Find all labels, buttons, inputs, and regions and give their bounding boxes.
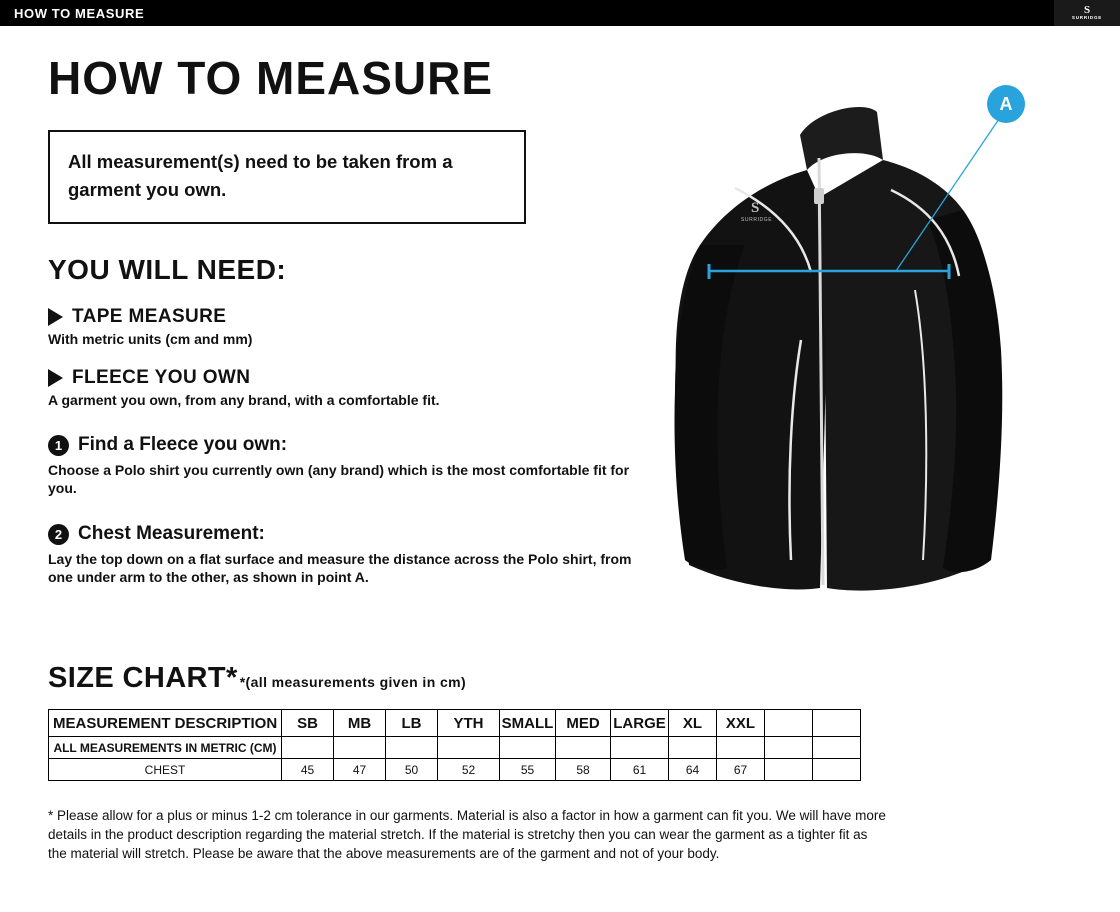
- fleece-jacket-illustration: [615, 40, 1115, 640]
- cell: 61: [611, 759, 669, 781]
- step-number-badge: 2: [48, 524, 69, 545]
- top-bar-title: HOW TO MEASURE: [14, 6, 145, 21]
- product-image: [615, 40, 1115, 640]
- size-chart-title-suffix: *(all measurements given in cm): [239, 674, 467, 690]
- size-chart-title-main: SIZE CHART: [48, 662, 226, 694]
- cell: [282, 737, 334, 759]
- need-subtitle: A garment you own, from any brand, with a comfortable fit.: [48, 392, 440, 408]
- step-title: Find a Fleece you own:: [78, 434, 288, 455]
- table-row: [49, 737, 861, 759]
- cell: [556, 737, 611, 759]
- top-bar: [0, 0, 1120, 26]
- cell: 64: [669, 759, 717, 781]
- need-item-tape-measure: [48, 306, 638, 347]
- cell: [669, 737, 717, 759]
- cell: [386, 737, 438, 759]
- svg-text:SURRIDGE: SURRIDGE: [741, 217, 773, 223]
- left-content-column: [48, 52, 638, 586]
- callout-badge-a: A: [987, 85, 1025, 123]
- brand-mark: S: [1083, 4, 1091, 16]
- triangle-bullet-icon: [48, 308, 63, 326]
- cell: 58: [556, 759, 611, 781]
- page-title: HOW TO MEASURE: [48, 52, 494, 104]
- cell: 55: [500, 759, 556, 781]
- step-2: [48, 523, 638, 586]
- col-header-yth: YTH: [438, 710, 500, 737]
- cell: 67: [717, 759, 765, 781]
- col-header-xl: XL: [669, 710, 717, 737]
- step-title: Chest Measurement:: [78, 523, 265, 544]
- size-chart-section: [48, 662, 1078, 781]
- col-header-small: SMALL: [500, 710, 556, 737]
- cell: 50: [386, 759, 438, 781]
- cell: [765, 759, 813, 781]
- size-chart-table: [48, 709, 861, 781]
- table-header-row: [49, 710, 861, 737]
- cell: [765, 737, 813, 759]
- cell: [813, 737, 861, 759]
- cell: 52: [438, 759, 500, 781]
- col-header-med: MED: [556, 710, 611, 737]
- col-header-description: MEASUREMENT DESCRIPTION: [49, 710, 282, 737]
- table-row: [49, 759, 861, 781]
- triangle-bullet-icon: [48, 369, 63, 387]
- step-body: Lay the top down on a flat surface and measure the distance across the Polo shirt, from one under arm to the other, as shown in point A.: [48, 551, 632, 585]
- cell: 45: [282, 759, 334, 781]
- cell: [334, 737, 386, 759]
- brand-name: SURRIDGE: [1071, 15, 1103, 20]
- cell: [717, 737, 765, 759]
- col-header-blank-1: [765, 710, 813, 737]
- cell: [813, 759, 861, 781]
- you-will-need-title: YOU WILL NEED:: [48, 254, 287, 285]
- cell: 47: [334, 759, 386, 781]
- need-subtitle: With metric units (cm and mm): [48, 331, 253, 347]
- col-header-blank-2: [813, 710, 861, 737]
- callout-box: [48, 130, 526, 224]
- step-number-badge: 1: [48, 435, 69, 456]
- col-header-xxl: XXL: [717, 710, 765, 737]
- row-label-chest: CHEST: [49, 759, 282, 781]
- col-header-large: LARGE: [611, 710, 669, 737]
- need-title: FLEECE YOU OWN: [72, 367, 251, 388]
- callout-text: All measurement(s) need to be taken from a garment you own.: [68, 151, 453, 200]
- need-title: TAPE MEASURE: [72, 306, 227, 327]
- svg-text:S: S: [751, 200, 760, 216]
- col-header-lb: LB: [386, 710, 438, 737]
- col-header-mb: MB: [334, 710, 386, 737]
- footnote-text: * Please allow for a plus or minus 1-2 cm tolerance in our garments. Material is also a factor in how a garment can fit you. We will have more details in the product description regarding the material stretch. If the material is stretchy then you can wear the garment as a tighter fit as the material will stretch. Please be aware that the above measurements are of the garment and not of your body.: [48, 808, 886, 861]
- cell: [500, 737, 556, 759]
- cell: [438, 737, 500, 759]
- step-1: [48, 434, 638, 497]
- col-header-sb: SB: [282, 710, 334, 737]
- step-body: Choose a Polo shirt you currently own (any brand) which is the most comfortable fit for you.: [48, 462, 630, 496]
- brand-logo: [1054, 0, 1120, 26]
- row-label-units: ALL MEASUREMENTS IN METRIC (CM): [49, 737, 282, 759]
- size-chart-title: SIZE CHART * *(all measurements given in cm): [48, 662, 467, 694]
- cell: [611, 737, 669, 759]
- need-item-fleece: [48, 367, 638, 408]
